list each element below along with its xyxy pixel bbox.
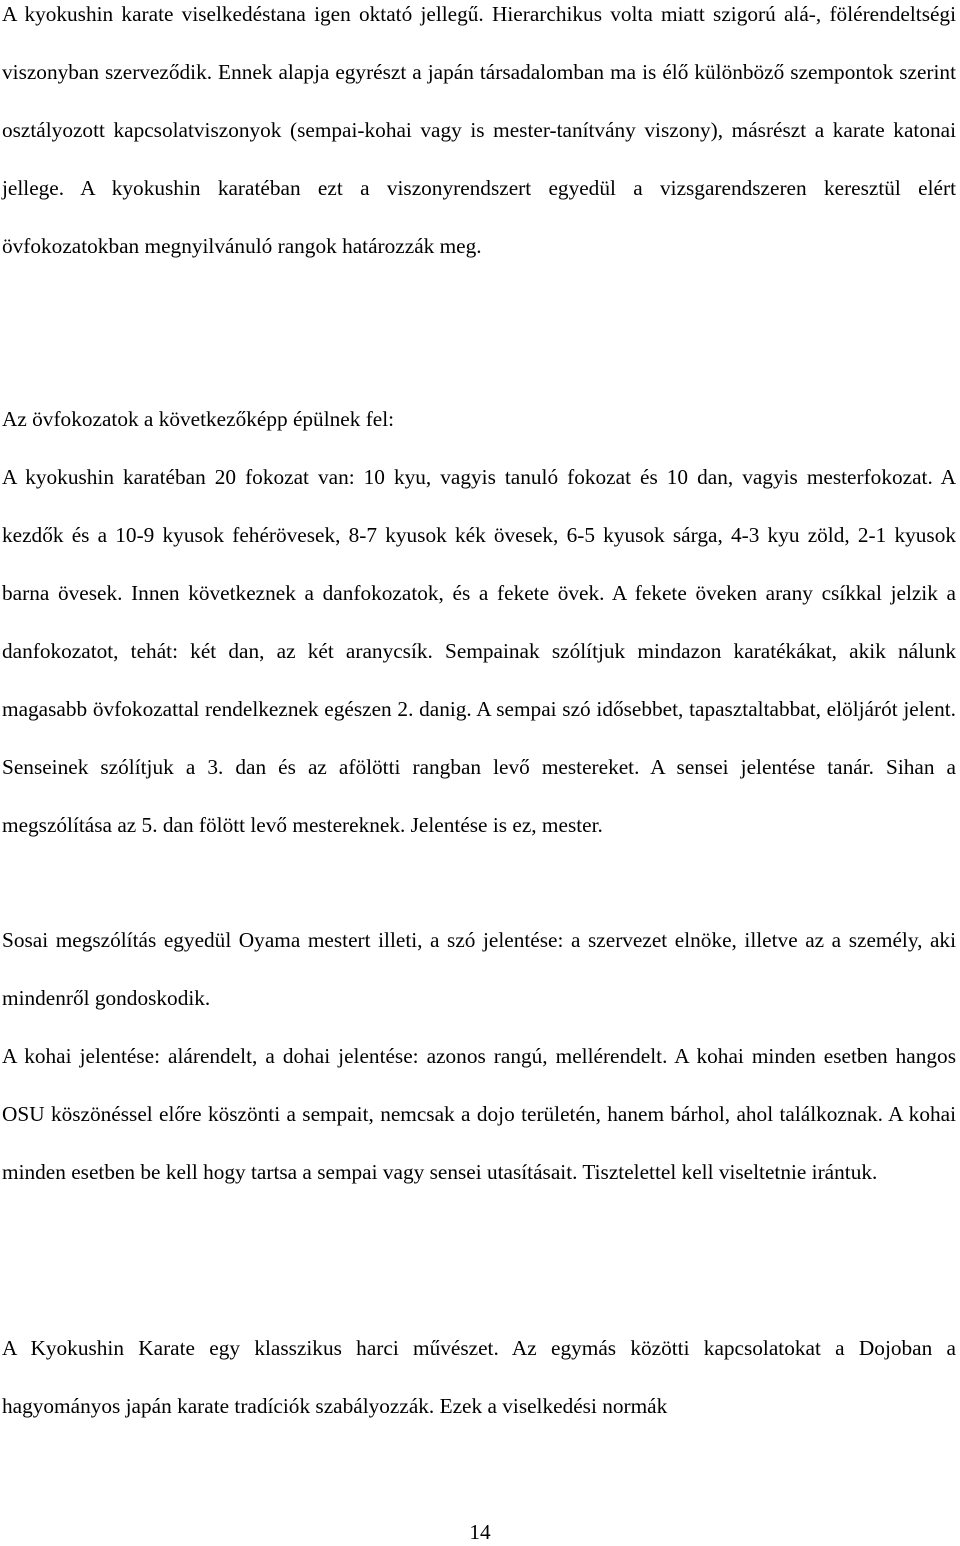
page-number: 14: [469, 1520, 491, 1544]
paragraph-dojo-norms: A Kyokushin Karate egy klasszikus harci művészet. Az egymás közötti kapcsolatokat a Dojoban a hagyományos japán karate tradíciók szabályozzák. Ezek a viselkedési normák: [2, 1336, 956, 1418]
paragraph-sosai: Sosai megszólítás egyedül Oyama mestert illeti, a szó jelentése: a szervezet elnöke, illetve az a személy, aki mindenről gondoskodik.: [2, 928, 956, 1010]
paragraph-belt-ranks: A kyokushin karatéban 20 fokozat van: 10 kyu, vagyis tanuló fokozat és 10 dan, vagyis mesterfokozat. A kezdők és a 10-9 kyusok fehérövesek, 8-7 kyusok kék övesek, 6-5 kyusok sárga, 4-3 kyu zöld, 2-1 kyusok barna övesek. Innen következnek a danfokozatok, és a fekete övek. A fekete öveken arany csíkkal jelzik a danfokozatot, tehát: két dan, az két aranycsík. Sempainak szólítjuk mindazon karatékákat, akik nálunk magasabb övfokozattal rendelkeznek egészen 2. danig. A sempai szó idősebbet, tapasztaltabbat, elöljárót jelent. Senseinek szólítjuk a 3. dan és az afölötti rangban levő mestereket. A sensei jelentése tanár. Sihan a megszólítása az 5. dan fölött levő mestereknek. Jelentése is ez, mester.: [2, 465, 956, 837]
paragraph-belt-intro: Az övfokozatok a következőképp épülnek fel:: [2, 407, 395, 431]
paragraph-hierarchy: A kyokushin karate viselkedéstana igen oktató jellegű. Hierarchikus volta miatt szigorú alá-, fölérendeltségi viszonyban szerveződik. Ennek alapja egyrészt a japán társadalomban ma is élő különböző szempontok szerint osztályozott kapcsolatviszonyok (sempai-kohai vagy is mester-tanítvány viszony), másrészt a karate katonai jellege. A kyokushin karatéban ezt a viszonyrendszert egyedül a vizsgarendszeren keresztül elért övfokozatokban megnyilvánuló rangok határozzák meg.: [2, 2, 956, 258]
paragraph-kohai: A kohai jelentése: alárendelt, a dohai jelentése: azonos rangú, mellérendelt. A kohai minden esetben hangos OSU köszönéssel előre köszönti a sempait, nemcsak a dojo területén, hanem bárhol, ahol találkoznak. A kohai minden esetben be kell hogy tartsa a sempai vagy sensei utasításait. Tisztelettel kell viseltetnie irántuk.: [2, 1044, 956, 1184]
